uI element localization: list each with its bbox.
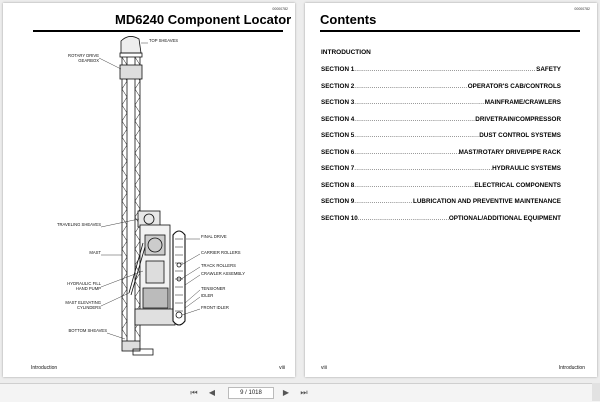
page-number-input[interactable]: 9 / 1018 [228,387,274,399]
toc-entry[interactable] [321,182,561,191]
toc-entry[interactable] [321,132,561,141]
toc-leader [354,165,492,172]
toc-entry[interactable] [321,83,561,92]
toc-number: SECTION 10 [321,214,358,222]
toc-entry[interactable] [321,66,561,75]
toc-number: SECTION 4 [321,115,355,123]
page-title: Contents [320,12,377,27]
footer-page-number: viii [279,365,285,371]
toc-leader [354,83,467,90]
toc-number: SECTION 9 [321,198,355,205]
toc-title: DUST CONTROL SYSTEMS [479,132,561,139]
label-front-idler: FRONT IDLER [201,305,229,310]
toc-leader [354,66,536,73]
label-mast-elevating: MAST ELEVATING [65,300,101,305]
viewer-toolbar [0,383,600,402]
toc-number: SECTION 8 [321,181,355,189]
page-right [305,3,597,377]
label-hydraulic-fill: HYDRAULIC FILL [67,281,101,286]
toc-entry[interactable] [321,116,561,125]
toc-number: SECTION 5 [321,132,355,139]
title-rule [320,30,580,32]
toc-title: ELECTRICAL COMPONENTS [474,181,561,189]
label-traveling-sheaves: TRAVELING SHEAVES [56,222,101,227]
toc-number: SECTION 7 [321,165,355,172]
label-tensioner: TENSIONER [201,286,226,291]
label-track-rollers: TRACK ROLLERS [201,263,236,268]
toc-leader [354,99,484,106]
label-hand-pump: HAND PUMP [75,286,101,291]
toc-title: MAINFRAME/CRAWLERS [484,99,561,106]
page-left [3,3,295,377]
label-carrier-rollers: CARRIER ROLLERS [201,250,241,255]
toc-number: SECTION 6 [321,148,355,156]
toc-leader [354,116,475,123]
scrollbar[interactable] [592,383,600,401]
toc-number: SECTION 1 [321,66,355,73]
label-bottom-sheaves: BOTTOM SHEAVES [68,328,107,333]
label-cylinders: CYLINDERS [77,305,101,310]
toc-leader [354,149,458,156]
first-page-icon[interactable]: ⏮ [190,388,198,397]
label-idler: IDLER [201,293,214,298]
toc-entry[interactable] [321,165,561,174]
label-top-sheaves: TOP SHEAVES [149,38,179,43]
label-crawler-assembly: CRAWLER ASSEMBLY [201,271,245,276]
toc-title: OPTIONAL/ADDITIONAL EQUIPMENT [448,214,561,222]
toc-number: SECTION 3 [321,99,355,106]
footer-section: Introduction [558,365,585,371]
toc-title: HYDRAULIC SYSTEMS [492,165,561,172]
toc-leader [358,215,449,222]
toc-leader [354,132,479,139]
doc-number: 00000782 [574,7,590,11]
label-gearbox: GEARBOX [78,58,99,63]
toc-number: SECTION 2 [321,82,355,90]
next-page-icon[interactable]: ▶ [282,388,290,397]
page-title: MD6240 Component Locator [115,12,292,27]
toc-entry[interactable] [321,99,561,108]
toc-title: LUBRICATION AND PREVENTIVE MAINTENANCE [413,198,561,205]
toc-leader [354,198,413,205]
toc-entry[interactable] [321,149,561,158]
toc-title: DRIVETRAIN/COMPRESSOR [475,115,561,123]
drill-rig-illustration [3,3,295,377]
last-page-icon[interactable]: ⏭ [300,388,308,397]
toc-title: SAFETY [536,66,561,73]
toc-entry[interactable] [321,215,561,224]
toc-introduction[interactable]: INTRODUCTION [321,49,371,56]
prev-page-icon[interactable]: ◀ [208,388,216,397]
footer-section: Introduction [31,365,58,371]
toc-title: OPERATOR'S CAB/CONTROLS [467,82,561,90]
label-final-drive: FINAL DRIVE [201,234,227,239]
doc-number: 00000782 [272,7,288,11]
footer-page-number: viii [321,365,327,371]
toc-leader [354,182,474,189]
label-rotary-drive: ROTARY DRIVE [68,53,99,58]
toc-title: MAST/ROTARY DRIVE/PIPE RACK [458,148,561,156]
label-mast: MAST [89,250,101,255]
toc-entry[interactable] [321,198,561,207]
